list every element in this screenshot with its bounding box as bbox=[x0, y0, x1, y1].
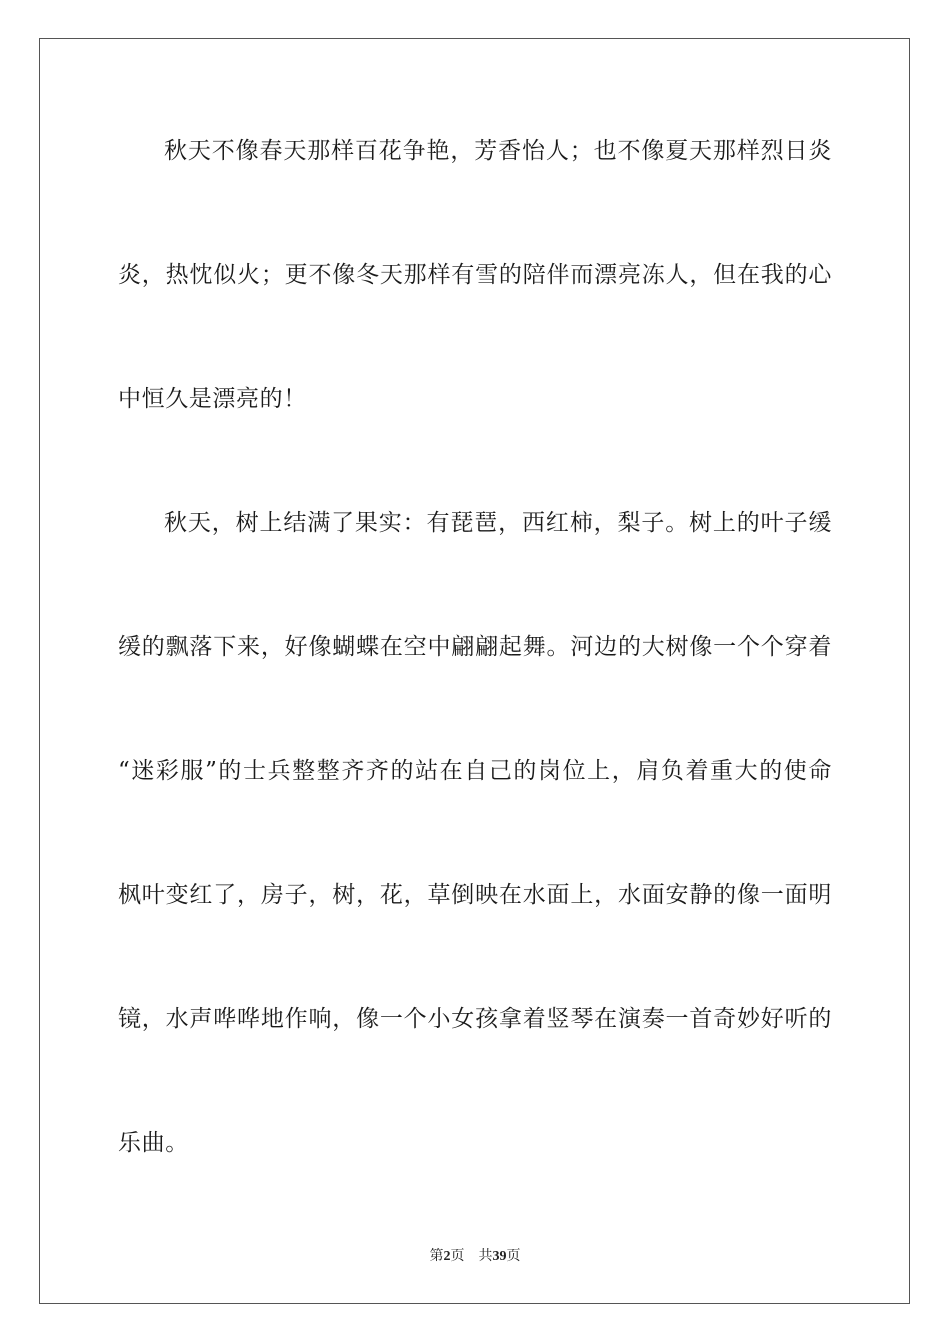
page-border bbox=[39, 38, 910, 1304]
current-page-number: 2 bbox=[443, 1249, 451, 1264]
page-footer bbox=[0, 1246, 950, 1267]
page-suffix: 页 bbox=[450, 1248, 465, 1264]
paragraph-2-line-1: 秋天，树上结满了果实：有琵琶，西红柿，梨子。树上的叶子缓 bbox=[164, 510, 832, 536]
total-pages-number: 39 bbox=[492, 1249, 507, 1264]
page-prefix: 第 bbox=[429, 1248, 444, 1264]
paragraph-2-line-5: 镜，水声哗哗地作响，像一个小女孩拿着竖琴在演奏一首奇妙好听的 bbox=[118, 1006, 832, 1032]
total-prefix: 共 bbox=[478, 1248, 493, 1264]
paragraph-1-line-3: 中恒久是漂亮的！ bbox=[118, 386, 307, 412]
paragraph-2-line-6: 乐曲。 bbox=[118, 1130, 189, 1156]
paragraph-2-line-3: “迷彩服”的士兵整整齐齐的站在自己的岗位上，肩负着重大的使命 bbox=[118, 758, 832, 784]
total-suffix: 页 bbox=[506, 1248, 521, 1264]
paragraph-1-line-1: 秋天不像春天那样百花争艳，芳香怡人；也不像夏天那样烈日炎 bbox=[164, 138, 832, 164]
paragraph-1-line-2: 炎，热忱似火；更不像冬天那样有雪的陪伴而漂亮冻人，但在我的心 bbox=[118, 262, 832, 288]
paragraph-2-line-4: 枫叶变红了，房子，树，花，草倒映在水面上，水面安静的像一面明 bbox=[118, 882, 832, 908]
paragraph-2-line-2: 缓的飘落下来，好像蝴蝶在空中翩翩起舞。河边的大树像一个个穿着 bbox=[118, 634, 832, 660]
